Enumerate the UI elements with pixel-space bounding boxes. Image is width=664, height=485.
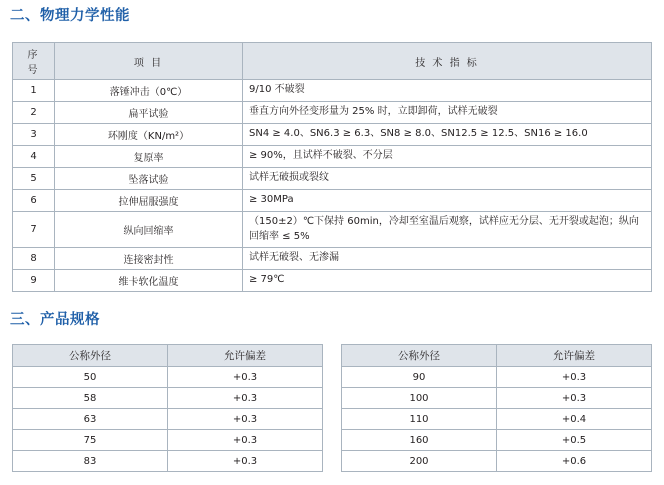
cell-item: 拉伸屈服强度 xyxy=(55,190,243,212)
table-row xyxy=(13,367,323,388)
cell-spec: SN4 ≥ 4.0、SN6.3 ≥ 6.3、SN8 ≥ 8.0、SN12.5 ≥ 12.5、SN16 ≥ 16.0 xyxy=(243,124,652,146)
specification-table-right xyxy=(341,344,652,472)
cell-spec: ≥ 30MPa xyxy=(243,190,652,212)
cell-tolerance: +0.3 xyxy=(168,409,323,430)
cell-tolerance: +0.3 xyxy=(168,367,323,388)
cell-item: 复原率 xyxy=(55,146,243,168)
cell-no: 9 xyxy=(13,270,55,292)
table-row xyxy=(13,212,652,248)
table-row xyxy=(342,367,652,388)
table-header-row xyxy=(13,345,323,367)
cell-tolerance: +0.6 xyxy=(497,451,652,472)
cell-item: 连接密封性 xyxy=(55,248,243,270)
cell-item: 落锤冲击（0℃） xyxy=(55,80,243,102)
cell-spec: （150±2）℃下保持 60min，冷却至室温后观察，试样应无分层、无开裂或起泡；纵向回缩率 ≤ 5% xyxy=(243,212,652,248)
cell-spec: 试样无破裂、无渗漏 xyxy=(243,248,652,270)
cell-no: 3 xyxy=(13,124,55,146)
table-row xyxy=(342,451,652,472)
cell-spec: 9/10 不破裂 xyxy=(243,80,652,102)
cell-tolerance: +0.5 xyxy=(497,430,652,451)
performance-table xyxy=(12,42,652,292)
cell-diameter: 83 xyxy=(13,451,168,472)
cell-item: 维卡软化温度 xyxy=(55,270,243,292)
cell-tolerance: +0.3 xyxy=(497,388,652,409)
cell-diameter: 110 xyxy=(342,409,497,430)
table-row xyxy=(13,270,652,292)
cell-spec: ≥ 90%，且试样不破裂、不分层 xyxy=(243,146,652,168)
cell-item: 扁平试验 xyxy=(55,102,243,124)
table-row xyxy=(13,248,652,270)
cell-no: 6 xyxy=(13,190,55,212)
column-header-no: 序 号 xyxy=(13,43,55,80)
table-row xyxy=(13,430,323,451)
table-row xyxy=(13,190,652,212)
table-row xyxy=(342,430,652,451)
column-header-nominal-diameter: 公称外径 xyxy=(342,345,497,367)
table-row xyxy=(13,146,652,168)
table-row xyxy=(13,451,323,472)
table-header-row xyxy=(342,345,652,367)
cell-tolerance: +0.4 xyxy=(497,409,652,430)
table-row xyxy=(342,409,652,430)
table-row xyxy=(13,409,323,430)
cell-tolerance: +0.3 xyxy=(168,430,323,451)
cell-diameter: 63 xyxy=(13,409,168,430)
cell-no: 4 xyxy=(13,146,55,168)
cell-diameter: 160 xyxy=(342,430,497,451)
table-row xyxy=(13,168,652,190)
cell-no: 2 xyxy=(13,102,55,124)
table-row xyxy=(13,388,323,409)
cell-no: 5 xyxy=(13,168,55,190)
cell-diameter: 75 xyxy=(13,430,168,451)
cell-diameter: 200 xyxy=(342,451,497,472)
cell-tolerance: +0.3 xyxy=(497,367,652,388)
column-header-item: 项 目 xyxy=(55,43,243,80)
table-header-row xyxy=(13,43,652,80)
specification-table-left xyxy=(12,344,323,472)
table-row xyxy=(13,80,652,102)
table-row xyxy=(13,124,652,146)
column-header-tolerance: 允许偏差 xyxy=(497,345,652,367)
cell-item: 纵向回缩率 xyxy=(55,212,243,248)
cell-diameter: 50 xyxy=(13,367,168,388)
column-header-spec: 技 术 指 标 xyxy=(243,43,652,80)
column-header-nominal-diameter: 公称外径 xyxy=(13,345,168,367)
cell-item: 环刚度（KN/m²） xyxy=(55,124,243,146)
cell-tolerance: +0.3 xyxy=(168,451,323,472)
cell-diameter: 100 xyxy=(342,388,497,409)
cell-spec: 试样无破损或裂纹 xyxy=(243,168,652,190)
specification-tables xyxy=(12,344,652,472)
cell-no: 7 xyxy=(13,212,55,248)
section-title-performance: 二、物理力学性能 xyxy=(10,8,130,24)
cell-diameter: 58 xyxy=(13,388,168,409)
cell-spec: ≥ 79℃ xyxy=(243,270,652,292)
cell-no: 8 xyxy=(13,248,55,270)
cell-item: 坠落试验 xyxy=(55,168,243,190)
table-row xyxy=(13,102,652,124)
cell-spec: 垂直方向外径变形量为 25% 时，立即卸荷，试样无破裂 xyxy=(243,102,652,124)
cell-no: 1 xyxy=(13,80,55,102)
table-row xyxy=(342,388,652,409)
section-title-specification: 三、产品规格 xyxy=(10,312,100,328)
cell-tolerance: +0.3 xyxy=(168,388,323,409)
cell-diameter: 90 xyxy=(342,367,497,388)
column-header-tolerance: 允许偏差 xyxy=(168,345,323,367)
